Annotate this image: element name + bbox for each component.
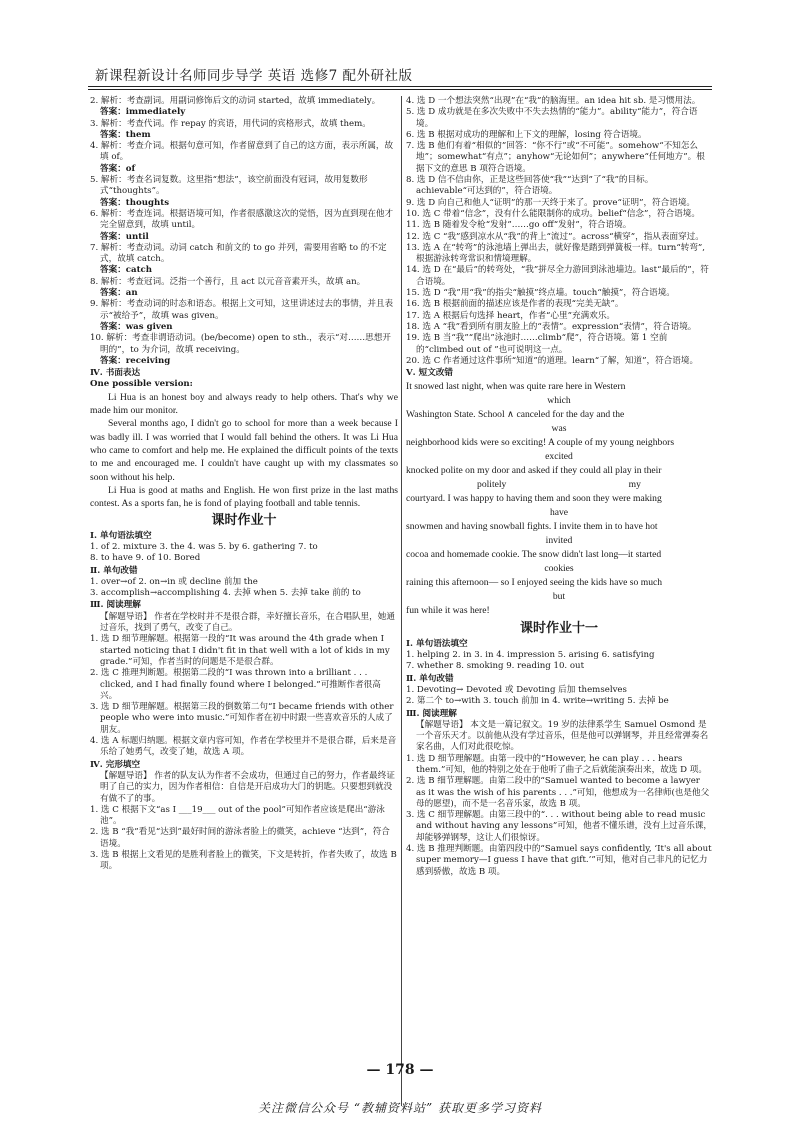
right2-paragraph: 2. 选 B 细节理解题。由第二段中的“Samuel wanted to become a lawyer as it was the wish of his parents . . .”可知，他想成为一名律师(也是他父母的愿望)，而不是一名音乐家，故选 B 项。: [406, 776, 710, 809]
header-rule: [88, 86, 712, 87]
right2-paragraph: Ⅰ. 单句语法填空: [406, 638, 468, 649]
passage-line: neighborhood kids were so exciting! A couple of my young neighbors: [406, 437, 675, 449]
right-paragraph: 14. 选 D 在“最后”的转弯处，“我”拼尽全力游回到泳池墙边。last“最后的”，符合语境。: [406, 265, 709, 287]
passage-line: courtyard. I was happy to having them and soon they were making: [406, 493, 662, 505]
right-paragraph: 20. 选 C 作者通过这件事所“知道”的道理。learn“了解，知道”，符合语境。: [406, 355, 699, 366]
correction-word: have: [549, 507, 569, 519]
right-paragraph: 10. 选 C 带着“信念”，没有什么能限制你的成功。belief“信念”，符合语境。: [406, 208, 700, 219]
passage-line: fun while it was here!: [406, 605, 490, 617]
right2-paragraph: 1. 选 D 细节理解题。由第一段中的“However, he can play . . . hears them.”可知，他的特别之处在于他听了曲子之后就能演奏出来，故选 D 项。: [406, 753, 707, 775]
page-number: — 178 —: [366, 1062, 434, 1078]
right-paragraph: 5. 选 D 成功就是在多次失败中不失去热情的“能力”。ability“能力”，符合语境。: [406, 107, 698, 129]
right2-paragraph: Ⅲ. 阅读理解: [406, 708, 457, 719]
left-paragraph: 【解题导语】 作者的队友认为作者不会成功，但通过自己的努力，作者最终证明了自己的实力，因为作者相信：自信是开启成功大门的钥匙。只要想到就没有做不了的事。: [100, 770, 395, 804]
left-paragraph: 1. of 2. mixture 3. the 4. was 5. by 6. gathering 7. to: [90, 541, 318, 552]
left-paragraph: 2. 选 B “我”看见“达到”最好时间的游泳者脸上的微笑，achieve “达到”，符合语境。: [90, 827, 390, 849]
passage-line: raining this afternoon— so I enjoyed seeing the kids have so much: [406, 577, 663, 589]
right2-paragraph: Ⅱ. 单句改错: [406, 673, 454, 684]
left-paragraph: 7. 解析：考查动词。动词 catch 和前文的 to go 并列，需要用省略 to 的不定式，故填 catch。: [90, 242, 387, 265]
right2-paragraph: 课时作业十一: [519, 621, 598, 637]
left-paragraph: Li Hua is an honest boy and always ready to help others. That's why we made him our monitor.: [90, 391, 398, 417]
left-paragraph: 答案：receiving: [100, 355, 171, 366]
right-paragraph: 15. 选 D “我”用“我”的指尖“触摸”终点墙。touch“触摸”，符合语境。: [406, 288, 675, 299]
left-paragraph: 1. over→of 2. on→in 或 decline 前加 the: [90, 576, 258, 587]
left-paragraph: 答案：until: [100, 231, 149, 242]
left-paragraph: 4. 解析：考查介词。根据句意可知，作者留意到了自己的这方面，表示所属，故填 of。: [90, 141, 394, 163]
footer-note: 关注微信公众号 “教辅资料站” 获取更多学习资料: [258, 1101, 542, 1115]
right-paragraph: 16. 选 B 根据前面的描述应该是作者的表现“完美无缺”。: [406, 299, 624, 310]
page-header: 新课程新设计名师同步导学 英语 选修7 配外研社版: [95, 68, 413, 84]
right2-paragraph: 7. whether 8. smoking 9. reading 10. out: [406, 661, 585, 672]
left-paragraph: 课时作业十: [211, 513, 277, 529]
passage-line: knocked polite on my door and asked if they could all play in their: [406, 465, 662, 477]
left-paragraph: 2. 解析：考查副词。用副词修饰后文的动词 started，故填 immediately。: [90, 96, 381, 106]
right-paragraph: 19. 选 B 当“我”“爬出”泳池时……climb“爬”，符合语境。第 1 空前的“climbed out of ”也可说明这一点。: [406, 333, 668, 355]
left-paragraph: 5. 解析：考查名词复数。这里指“想法”，该空前面没有冠词，故用复数形式“thoughts”。: [90, 175, 368, 197]
left-paragraph: 10. 解析：考查非谓语动词。(be/become) open to sth.，表示“对……思想开明的”，to 为介词，故填 receiving。: [90, 333, 391, 355]
left-paragraph: 9. 解析：考查动词的时态和语态。根据上文可知，这里讲述过去的事情，并且表示“被给予”，故填 was given。: [90, 299, 394, 321]
right-column: [406, 96, 712, 878]
left-paragraph: Ⅰ. 单句语法填空: [90, 530, 152, 541]
left-paragraph: 答案：an: [100, 288, 138, 299]
left-paragraph: Ⅳ. 完形填空: [90, 759, 141, 770]
left-paragraph: 8. 解析：考查冠词。泛指一个善行，且 act 以元音音素开头，故填 an。: [90, 276, 366, 287]
right2-paragraph: 4. 选 B 推理判断题。由第四段中的“Samuel says confidently, ‘It's all about super memory—I guess I have that gift.’”可知，他对自己非凡的记忆力感到骄傲，故选 B 项。: [406, 844, 712, 877]
passage-line: snowmen and having snowball fights. I invite them in to have hot: [406, 521, 658, 533]
left-paragraph: 答案：them: [100, 129, 151, 140]
passage-line: cocoa and homemade cookie. The snow didn't last long—it started: [406, 549, 662, 561]
left-paragraph: 答案：catch: [100, 265, 153, 276]
right-paragraph: 8. 选 D 信不信由你，正是这些回答使“我”“达到”了“我”的目标。achievable“可达到的”，符合语境。: [406, 175, 654, 197]
correction-word: cookies: [544, 563, 574, 575]
correction-word: which: [547, 395, 571, 407]
left-paragraph: 3. 选 B 根据上文看见的是胜利者脸上的微笑，下文是转折，作者失败了，故选 B 项。: [90, 850, 397, 872]
left-paragraph: One possible version:: [90, 379, 193, 390]
left-paragraph: 1. 选 D 细节理解题。根据第一段的“It was around the 4th grade when I started noticing that I didn't fit in that well with a lot of kids in my grade.”可知，作者当时的问题是不是很合群。: [90, 634, 390, 667]
left-paragraph: 答案：thoughts: [100, 197, 170, 208]
left-paragraph: 3. 解析：考查代词。作 repay 的宾语，用代词的宾格形式，故填 them。: [90, 118, 371, 129]
column-divider: [401, 96, 402, 1106]
right-paragraph: 6. 选 B 根据对成功的理解和上下文的理解，losing 符合语境。: [406, 129, 647, 140]
correction-word: was: [551, 423, 567, 435]
left-paragraph: 【解题导语】 作者在学校时并不是很合群，幸好擅长音乐，在合唱队里，她通过音乐，找到了勇气，改变了自己。: [100, 611, 395, 634]
right-paragraph: 11. 选 B 随着发令枪“发射”……go off“发射”，符合语境。: [406, 220, 632, 231]
right2-paragraph: 3. 选 C 细节理解题。由第三段中的“. . . without being able to read music and without having any lessons”可知，他者不懂乐谱，没有上过音乐课，却能够弹钢琴，这让人们很惊讶。: [406, 810, 713, 843]
right-paragraph: 18. 选 A “我”看到所有朋友脸上的“表情”。expression“表情”，符合语境。: [406, 321, 697, 332]
left-paragraph: 6. 解析：考查连词。根据语境可知，作者很感激这次的觉悟，因为直到现在他才完全留意到，故填 until。: [90, 208, 394, 231]
header-rule-thin: [88, 89, 712, 90]
correction-word: but: [552, 591, 566, 603]
right-paragraph: 13. 选 A 在“转弯”的泳池墙上弹出去，就好像是踏到弹簧板一样。turn“转弯”,根据游泳转弯常识和情境理解。: [406, 242, 706, 265]
right2-paragraph: 1. Devoting→ Devoted 或 Devoting 后加 themselves: [406, 684, 627, 695]
right2-paragraph: 2. 第二个 to→with 3. touch 前加 in 4. write→writing 5. 去掉 be: [406, 696, 669, 707]
passage-line: Washington State. School ∧ canceled for the day and the: [406, 409, 625, 421]
right-paragraph: 12. 选 C “我”感到凉水从“我”的背上“流过”。across“横穿”，指从表面穿过。: [406, 231, 704, 242]
correction-word: politely my: [477, 479, 641, 491]
right-paragraph: 17. 选 A 根据后句选择 heart，作者“心里”充满欢乐。: [406, 310, 615, 321]
correction-word: invited: [545, 535, 573, 547]
right2-paragraph: 【解题导语】 本文是一篇记叙文。19 岁的法律系学生 Samuel Osmond 是一个音乐天才。以前他从没有学过音乐，但是他可以弹钢琴，并且经常弹奏名家名曲，人们对此很吃惊。: [416, 719, 709, 753]
right-paragraph: 4. 选 D 一个想法突然“出现”在“我”的脑海里。an idea hit sb. 是习惯用法。: [406, 96, 701, 106]
left-paragraph: Several months ago, I didn't go to school for more than a week because I was badly ill. I was worried that I would fall behind the others. It was Li Hua who came to comfort and help me. He explained the difficult points of the texts to me and encouraged me. I couldn't have caught up with my classmates so soon without his help.: [90, 418, 398, 483]
left-paragraph: 3. 选 D 细节理解题。根据第三段的倒数第二句“I became friends with other people who were into music.”可知作者在初中时跟一些喜欢音乐的人成了朋友。: [90, 702, 394, 735]
error-correction-passage: [406, 379, 712, 618]
left-paragraph: 1. 选 C 根据下文“as I ___19___ out of the pool”可知作者应该是爬出“游泳池”。: [90, 804, 385, 827]
right2-paragraph: 1. helping 2. in 3. in 4. impression 5. arising 6. satisfying: [406, 650, 655, 661]
left-paragraph: Ⅱ. 单句改错: [90, 565, 138, 576]
left-paragraph: 8. to have 9. of 10. Bored: [90, 553, 201, 564]
left-paragraph: 答案：immediately: [100, 107, 186, 118]
right-paragraph: 7. 选 B 他们有着“相似的”回答：“你不行”或“不可能”。somehow“不知怎么地”；somewhat“有点”；anyhow“无论如何”；anywhere“任何地方”。根据下文的意思 B 项符合语境。: [406, 141, 705, 174]
left-paragraph: Li Hua is good at maths and English. He won first prize in the last maths contest. As a sports fan, he is fond of playing football and table tennis.: [90, 484, 398, 510]
left-paragraph: 答案：was given: [100, 321, 173, 332]
correction-word: excited: [545, 451, 573, 463]
right-paragraph: 9. 选 D 向自己和他人“证明”的那一天终于来了。prove“证明”，符合语境。: [406, 197, 696, 208]
right-paragraph: Ⅴ. 短文改错: [406, 368, 454, 379]
left-column: [90, 96, 398, 873]
passage-line: It snowed last night, when was quite rare here in Western: [406, 381, 626, 393]
left-paragraph: 3. accomplish→accomplishing 4. 去掉 when 5. 去掉 take 前的 to: [90, 588, 361, 599]
left-paragraph: 答案：of: [100, 163, 136, 174]
left-paragraph: 4. 选 A 标题归纳题。根据文章内容可知，作者在学校里并不是很合群，后来是音乐给了她勇气，改变了她，故选 A 项。: [90, 736, 397, 758]
left-paragraph: Ⅲ. 阅读理解: [90, 600, 141, 611]
left-paragraph: 2. 选 C 推理判断题。根据第二段的“I was thrown into a brilliant . . . clicked, and I had finally found where I belonged.”可推断作者很高兴。: [90, 668, 381, 701]
left-paragraph: Ⅳ. 书面表达: [90, 368, 141, 379]
